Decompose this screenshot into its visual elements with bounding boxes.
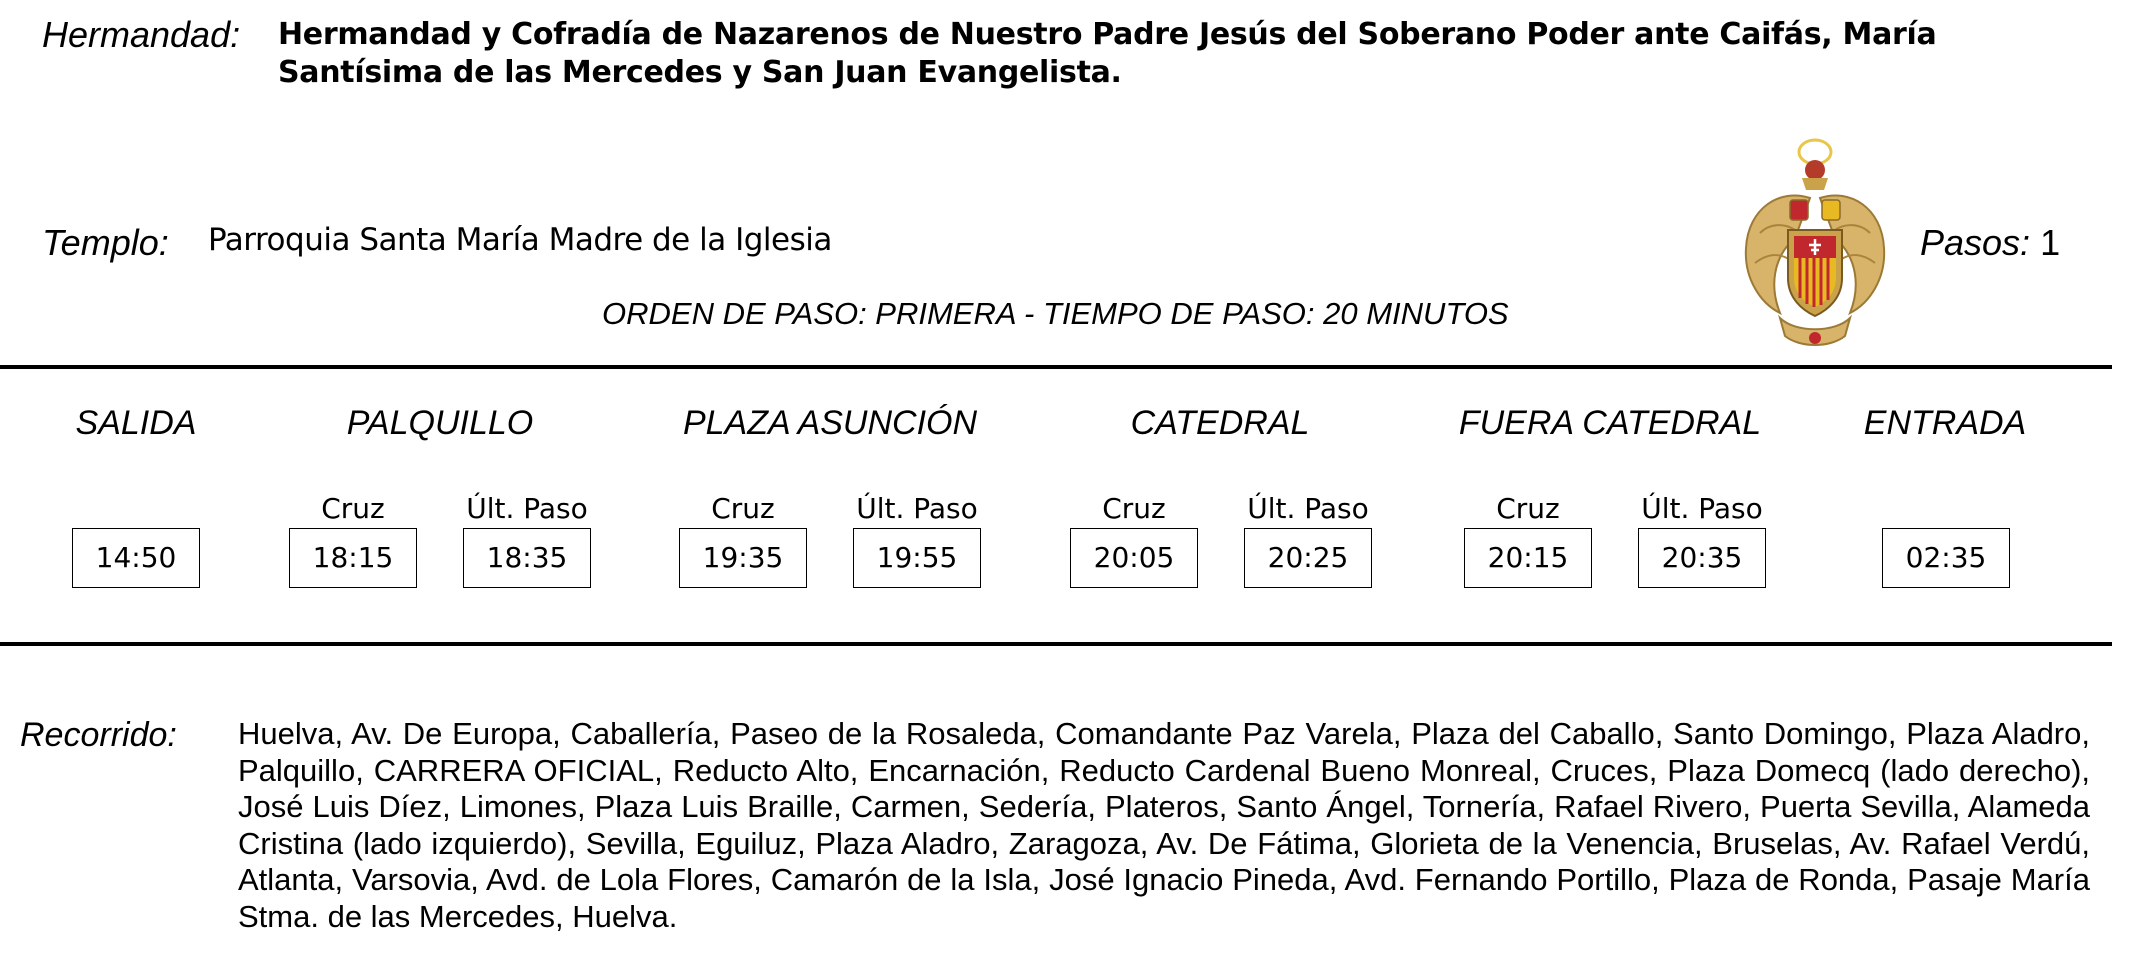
time-entrada: 02:35 [1882, 528, 2010, 588]
time-fuera-catedral-cruz: 20:15 [1464, 528, 1592, 588]
sub-label-cruz: Cruz [711, 492, 775, 525]
templo-label: Templo: [42, 222, 169, 263]
time-plaza-asuncion-ult-paso: 19:55 [853, 528, 981, 588]
pasos-label: Pasos: [1920, 222, 2031, 263]
header-entrada: ENTRADA [1863, 404, 2027, 442]
sub-label-cruz: Cruz [1496, 492, 1560, 525]
sub-label-ult-paso: Últ. Paso [1641, 492, 1763, 525]
top-divider [0, 365, 2112, 369]
header-catedral: CATEDRAL [1130, 404, 1310, 442]
hermandad-label: Hermandad: [42, 14, 241, 55]
time-palquillo-ult-paso: 18:35 [463, 528, 591, 588]
time-fuera-catedral-ult-paso: 20:35 [1638, 528, 1766, 588]
header-palquillo: PALQUILLO [346, 404, 534, 442]
sub-label-ult-paso: Últ. Paso [466, 492, 588, 525]
hermandad-name: Hermandad y Cofradía de Nazarenos de Nuestro Padre Jesús del Soberano Poder ante Caifás, María Santísima de las Mercedes y San Juan Evangelista. [278, 17, 1937, 90]
time-plaza-asuncion-cruz: 19:35 [679, 528, 807, 588]
sub-label-ult-paso: Últ. Paso [1247, 492, 1369, 525]
time-catedral-cruz: 20:05 [1070, 528, 1198, 588]
brotherhood-crest-icon [1740, 138, 1890, 358]
recorrido-text: Huelva, Av. De Europa, Caballería, Paseo de la Rosaleda, Comandante Paz Varela, Plaza del Caballo, Santo Domingo, Plaza Aladro, Palquillo, CARRERA OFICIAL, Reducto Alto, Encarnación, Reducto Cardenal Bueno Monreal, Cruces, Plaza Domecq (lado derecho), José Luis Díez, Limones, Plaza Luis Braille, Carmen, Sedería, Plateros, Santo Ángel, Tornería, Rafael Rivero, Puerta Sevilla, Alameda Cristina (lado izquierdo), Sevilla, Eguiluz, Plaza Aladro, Zaragoza, Av. De Fátima, Glorieta de la Venencia, Bruselas, Av. Rafael Verdú, Atlanta, Varsovia, Avd. de Lola Flores, Camarón de la Isla, José Ignacio Pineda, Avd. Fernando Portillo, Plaza de Ronda, Pasaje María Stma. de las Mercedes, Huelva. [238, 716, 2090, 934]
header-salida: SALIDA [75, 404, 197, 442]
time-salida: 14:50 [72, 528, 200, 588]
orden-de-paso: ORDEN DE PASO: PRIMERA - TIEMPO DE PASO: 20 MINUTOS [602, 296, 1509, 331]
header-fuera-catedral: FUERA CATEDRAL [1458, 404, 1762, 442]
bottom-divider [0, 642, 2112, 646]
recorrido-label: Recorrido: [20, 716, 177, 754]
time-catedral-ult-paso: 20:25 [1244, 528, 1372, 588]
sub-label-ult-paso: Últ. Paso [856, 492, 978, 525]
time-palquillo-cruz: 18:15 [289, 528, 417, 588]
pasos [1920, 222, 2060, 264]
pasos-value: 1 [2040, 222, 2061, 263]
header-plaza-asuncion: PLAZA ASUNCIÓN [682, 404, 978, 442]
sub-label-cruz: Cruz [1102, 492, 1166, 525]
sub-label-cruz: Cruz [321, 492, 385, 525]
templo-name: Parroquia Santa María Madre de la Iglesia [208, 222, 832, 258]
